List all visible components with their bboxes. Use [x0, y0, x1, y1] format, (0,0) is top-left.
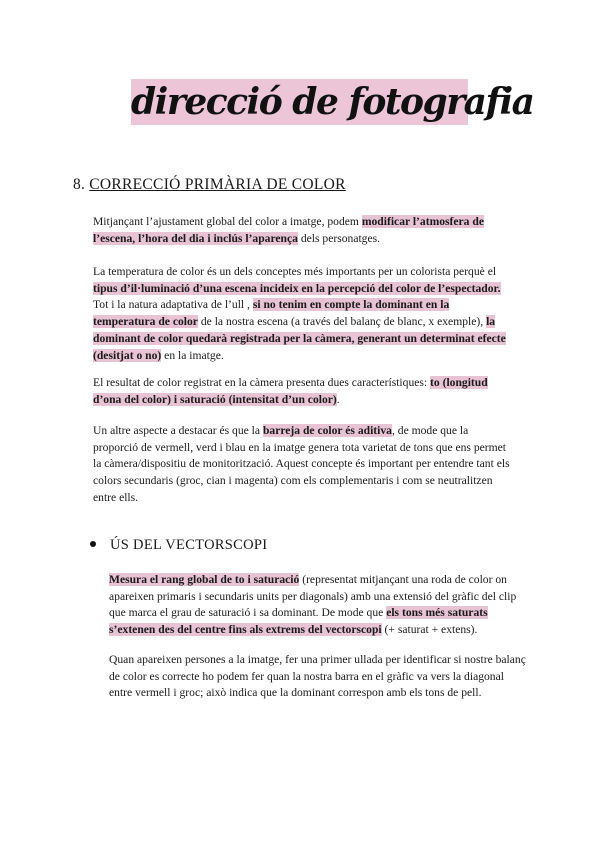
- paragraph: [93, 423, 513, 507]
- text-segment: (representat mitjançant una roda de color on apareixen primaris i secundaris units per diagonals) amb una extensió del gràfic del clip que marca el grau de saturació i sa dominant. De mode que: [109, 573, 517, 620]
- highlighted-text: to (longitud d’ona del color) i saturació (intensitat d’un color): [93, 376, 488, 406]
- highlighted-text: modificar l’atmosfera de l’escena, l’hora del dia i inclús l’aparença: [93, 215, 484, 245]
- paragraph: [93, 214, 513, 247]
- paragraph: [109, 652, 527, 702]
- text-segment: Un altre aspecte a destacar és que la: [93, 424, 263, 437]
- section-heading-text: CORRECCIÓ PRIMÀRIA DE COLOR: [89, 176, 346, 193]
- text-segment: Tot i la natura adaptativa de l’ull ,: [93, 298, 253, 312]
- text-segment: dels personatges.: [297, 231, 381, 245]
- page-title: direcció de fotografia: [131, 81, 534, 123]
- paragraph: [93, 375, 513, 408]
- subsection-heading-text: ÚS DEL VECTORSCOPI: [110, 537, 268, 553]
- section-heading: [73, 176, 346, 194]
- section-number: 8.: [73, 176, 86, 193]
- text-segment: Mitjançant l’ajustament global del color a imatge, podem: [93, 215, 362, 228]
- paragraph: [93, 264, 513, 364]
- text-segment: El resultat de color registrat en la càmera presenta dues característiques:: [93, 376, 431, 389]
- text-segment: La temperatura de color és un dels conceptes més importants per un colorista perquè el: [93, 265, 497, 278]
- subsection-heading: [90, 537, 267, 554]
- highlighted-text: barreja de color és aditiva: [262, 424, 392, 437]
- text-segment: Quan apareixen persones a la imatge, fer una primer ullada per identificar si nostre balanç de color es correcte ho podem fer quan la nostra barra en el gràfic va vers la diagonal entre vermell i groc; això indica que la dominant correspon amb els tons de pell.: [109, 653, 526, 700]
- text-segment: en la imatge.: [161, 348, 224, 362]
- bullet-icon: [90, 541, 96, 547]
- highlighted-text: la dominant de color quedarà registrada per la càmera, generant un determinat efecte (desitjat o no): [93, 315, 506, 362]
- highlighted-text: si no tenim en compte la dominant en la temperatura de color: [93, 298, 450, 329]
- text-segment: de la nostra escena (a través del balanç de blanc, x exemple),: [197, 315, 487, 329]
- highlighted-text: els tons més saturats s’extenen des del centre fins als extrems del vectorscopi: [109, 606, 488, 637]
- text-segment: (+ saturat + extens).: [381, 623, 478, 637]
- highlighted-text: tipus d’il·luminació d’una escena incideix en la percepció del color de l’espectador.: [93, 281, 501, 295]
- text-segment: , de mode que la proporció de vermell, verd i blau en la imatge genera tota varietat de tons que ens permet la càmera/dispositiu de monitorització. Aquest concepte és important per entendre tant els colors secundaris (groc, cian i magenta) com els complementaris i com se neutralitzen entre ells.: [93, 424, 510, 504]
- text-segment: .: [336, 392, 340, 406]
- highlighted-text: Mesura el rang global de to i saturació: [109, 573, 300, 586]
- paragraph: [109, 572, 527, 639]
